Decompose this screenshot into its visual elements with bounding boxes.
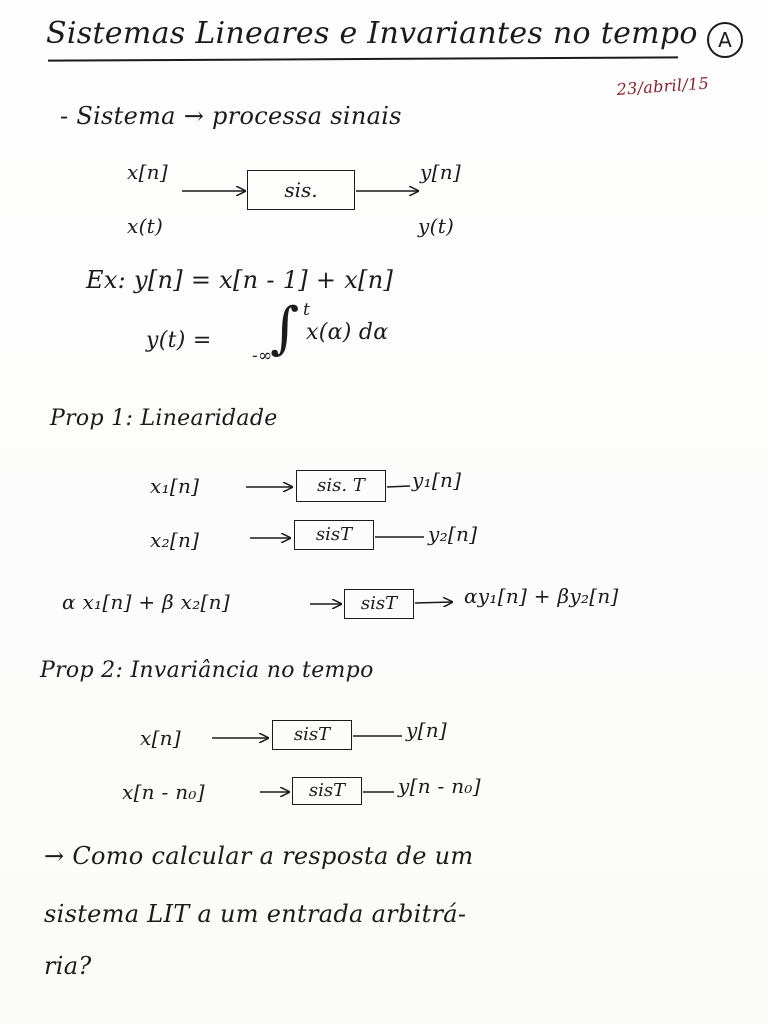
integral-integrand: x(α) dα (306, 320, 389, 345)
prop2-row2-input: x[n - n₀] (122, 780, 205, 804)
example-continuous-lhs: y(t) = (146, 328, 212, 353)
example-discrete-equation: Ex: y[n] = x[n - 1] + x[n] (86, 266, 394, 294)
prop1-row2-input: x₂[n] (150, 528, 200, 552)
prop2-row1-input: x[n] (140, 726, 181, 750)
prop1-row2-box: sisT (294, 520, 374, 550)
prop2-row2-box: sisT (292, 777, 362, 805)
intro-system-box: sis. (247, 170, 355, 210)
prop1-row3-box: sisT (344, 589, 414, 619)
intro-output-continuous: y(t) (418, 214, 455, 238)
prop2-row1-output: y[n] (406, 718, 447, 742)
question-line-1: → Como calcular a resposta de um (44, 842, 474, 870)
intro-input-discrete: x[n] (127, 160, 168, 184)
question-line-2: sistema LIT a um entrada arbitrá- (44, 900, 467, 928)
prop1-row3-input: α x₁[n] + β x₂[n] (62, 590, 230, 614)
integral-upper-limit: t (303, 300, 311, 320)
page-date: 23/abril/15 (616, 73, 710, 99)
prop2-row2-output: y[n - n₀] (398, 774, 481, 798)
intro-line: - Sistema → processa sinais (60, 102, 402, 130)
integral-sign: ∫ (270, 296, 300, 361)
prop1-heading: Prop 1: Linearidade (50, 406, 278, 431)
prop1-row1-input: x₁[n] (150, 474, 200, 498)
prop1-row1-output: y₁[n] (412, 468, 462, 492)
prop1-row1-out-line (387, 486, 410, 487)
prop1-row3-output: αy₁[n] + βy₂[n] (464, 584, 619, 608)
prop1-row1-box: sis. T (296, 470, 386, 502)
intro-output-discrete: y[n] (420, 160, 461, 184)
prop1-row2-output: y₂[n] (428, 522, 478, 546)
page-mark-circle: A (707, 22, 743, 58)
question-line-3: ria? (44, 952, 92, 980)
page-title: Sistemas Lineares e Invariantes no tempo (46, 16, 698, 51)
intro-input-continuous: x(t) (127, 214, 164, 238)
integral-lower-limit: -∞ (252, 346, 273, 366)
prop2-row1-box: sisT (272, 720, 352, 750)
prop1-row3-out-arrow (415, 602, 452, 603)
prop2-heading: Prop 2: Invariância no tempo (40, 658, 374, 683)
